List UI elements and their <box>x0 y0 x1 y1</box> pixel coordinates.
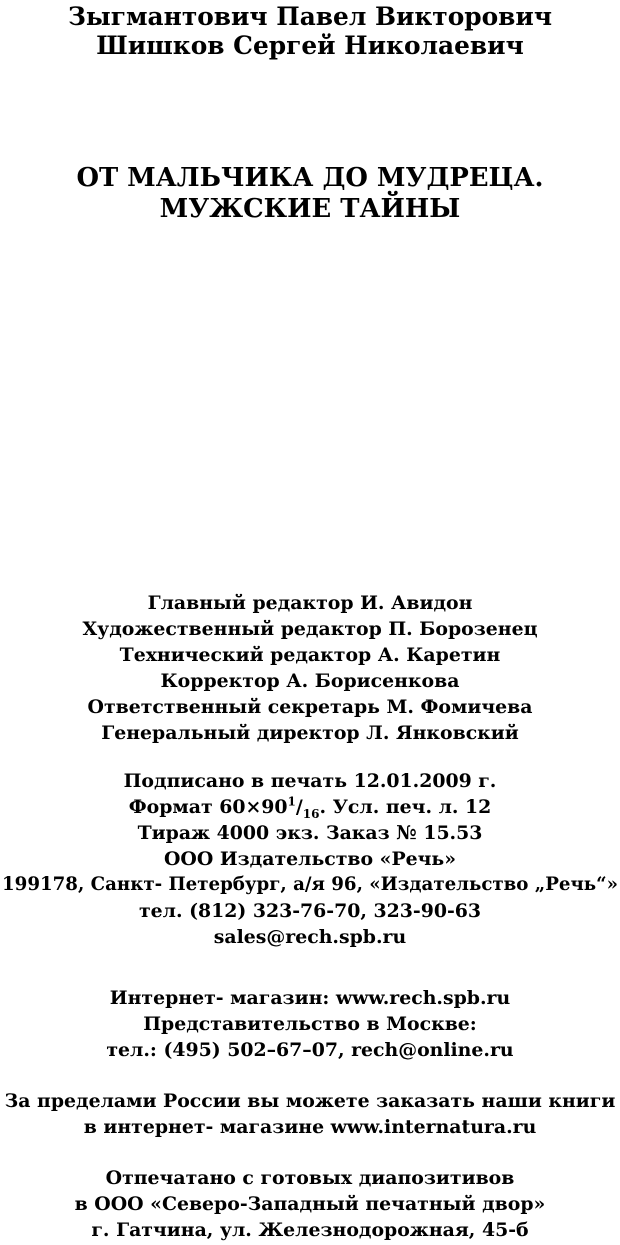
printing-block <box>0 1165 620 1243</box>
imprint-block <box>0 768 620 950</box>
abroad-block <box>0 1088 620 1140</box>
shop-line: Представительство в Москве: <box>143 1013 477 1035</box>
title-line: ОТ МАЛЬЧИКА ДО МУДРЕЦА. <box>76 163 544 193</box>
staff-line: Ответственный секретарь М. Фомичева <box>87 696 533 718</box>
staff-line: Главный редактор И. Авидон <box>147 592 473 614</box>
title-line: МУЖСКИЕ ТАЙНЫ <box>159 194 461 224</box>
abroad-line: За пределами России вы можете заказать наши книги <box>4 1090 616 1112</box>
staff-line: Художественный редактор П. Борозенец <box>82 618 538 640</box>
shop-line: тел.: (495) 502–67–07, rech@online.ru <box>106 1039 514 1061</box>
publisher-email: sales@rech.spb.ru <box>213 926 407 948</box>
publisher-name: ООО Издательство «Речь» <box>163 848 457 870</box>
author-name: Зыгмантович Павел Викторович <box>67 2 553 31</box>
shop-block <box>0 985 620 1063</box>
staff-line: Корректор А. Борисенкова <box>160 670 460 692</box>
format-suffix: . Усл. печ. л. 12 <box>319 796 492 818</box>
staff-line: Генеральный директор Л. Янковский <box>101 722 519 744</box>
printing-line: Отпечатано с готовых диапозитивов <box>105 1167 515 1189</box>
book-title <box>0 163 620 225</box>
format-line: Формат $60\times 90^1/_{16}$. Усл. печ. л. 12 <box>128 794 492 821</box>
printing-line: г. Гатчина, ул. Железнодорожная, 45-б <box>91 1219 529 1241</box>
shop-line: Интернет- магазин: www.rech.spb.ru <box>109 987 511 1009</box>
editorial-staff <box>0 590 620 746</box>
print-run: Тираж 4000 экз. Заказ № 15.53 <box>137 822 483 844</box>
author-name: Шишков Сергей Николаевич <box>96 31 524 60</box>
abroad-line: в интернет- магазине www.internatura.ru <box>83 1116 537 1138</box>
authors-block <box>0 2 620 60</box>
signed-date: Подписано в печать 12.01.2009 г. <box>123 770 497 792</box>
format-denominator: 16 <box>302 806 320 821</box>
publisher-phone: тел. (812) 323-76-70, 323-90-63 <box>138 900 482 922</box>
printing-line: в ООО «Северо-Западный печатный двор» <box>74 1193 546 1215</box>
publisher-address: 199178, Санкт- Петербург, а/я 96, «Издательство „Речь“» <box>2 874 618 895</box>
format-numerator: 1 <box>287 794 296 809</box>
format-prefix: Формат 60×90 <box>128 796 288 818</box>
staff-line: Технический редактор А. Каретин <box>119 644 501 666</box>
